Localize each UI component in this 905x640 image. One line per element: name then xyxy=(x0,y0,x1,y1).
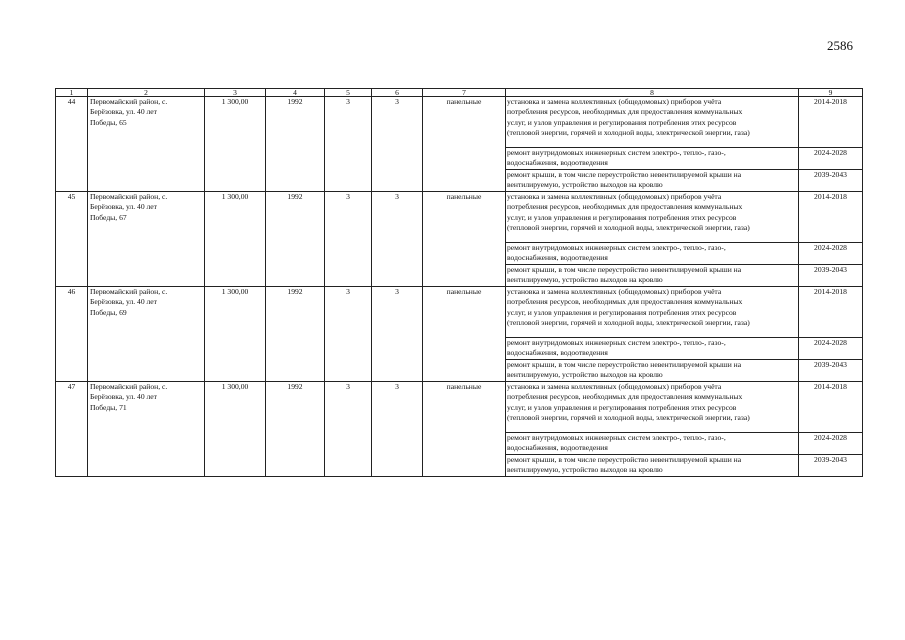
work-period-cell: 2024-2028 xyxy=(799,243,863,265)
work-period-cell: 2039-2043 xyxy=(799,360,863,382)
text-line: потребления ресурсов, необходимых для предоставления коммунальных xyxy=(507,392,743,402)
area-cell: 1 300,00 xyxy=(205,382,266,477)
work-description-cell xyxy=(506,382,799,433)
wall-material-cell: панельные xyxy=(423,287,506,382)
work-period-cell: 2014-2018 xyxy=(799,287,863,338)
text-line: ремонт крыши, в том числе переустройство невентилируемой крыши на xyxy=(507,170,742,179)
row-number: 45 xyxy=(56,192,88,287)
work-description-cell xyxy=(506,455,799,477)
work-description-cell xyxy=(506,97,799,148)
work-period-cell: 2039-2043 xyxy=(799,170,863,192)
header-cell: 3 xyxy=(205,89,266,97)
table-row xyxy=(56,192,863,243)
housing-table xyxy=(55,88,863,477)
header-cell: 5 xyxy=(325,89,372,97)
text-line: (тепловой энергии, горячей и холодной воды, электрической энергии, газа) xyxy=(507,128,750,138)
text-line: вентилируемую, устройство выходов на кровлю xyxy=(507,180,663,190)
text-line: Берёзовка, ул. 40 лет xyxy=(90,392,157,402)
work-description-cell xyxy=(506,192,799,243)
text-line: ремонт внутридомовых инженерных систем электро-, тепло-, газо-, xyxy=(507,243,726,252)
table-row xyxy=(56,382,863,433)
work-description-cell xyxy=(506,433,799,455)
text-line: вентилируемую, устройство выходов на кровлю xyxy=(507,465,663,475)
text-line: ремонт крыши, в том числе переустройство невентилируемой крыши на xyxy=(507,265,742,274)
header-cell: 1 xyxy=(56,89,88,97)
text-line: потребления ресурсов, необходимых для предоставления коммунальных xyxy=(507,202,743,212)
text-line: ремонт крыши, в том числе переустройство невентилируемой крыши на xyxy=(507,360,742,369)
entrances-cell: 3 xyxy=(372,97,423,192)
header-cell: 9 xyxy=(799,89,863,97)
text-line: Победы, 69 xyxy=(90,307,127,317)
header-row xyxy=(56,89,863,97)
text-line: установка и замена коллективных (общедомовых) приборов учёта xyxy=(507,287,722,296)
table-row xyxy=(56,287,863,338)
row-number: 44 xyxy=(56,97,88,192)
text-line: Первомайский район, с. xyxy=(90,382,168,391)
area-cell: 1 300,00 xyxy=(205,97,266,192)
work-description-cell xyxy=(506,338,799,360)
text-line: (тепловой энергии, горячей и холодной воды, электрической энергии, газа) xyxy=(507,318,750,328)
year-cell: 1992 xyxy=(266,192,325,287)
text-line: потребления ресурсов, необходимых для предоставления коммунальных xyxy=(507,297,743,307)
header-cell: 4 xyxy=(266,89,325,97)
area-cell: 1 300,00 xyxy=(205,287,266,382)
text-line: услуг, и узлов управления и регулирования потребления этих ресурсов xyxy=(507,212,737,222)
text-line: Победы, 67 xyxy=(90,212,127,222)
text-line: Берёзовка, ул. 40 лет xyxy=(90,297,157,307)
text-line: Победы, 65 xyxy=(90,117,127,127)
work-description-cell xyxy=(506,170,799,192)
wall-material-cell: панельные xyxy=(423,192,506,287)
work-description-cell xyxy=(506,265,799,287)
address-cell xyxy=(88,382,205,477)
row-number: 47 xyxy=(56,382,88,477)
work-period-cell: 2039-2043 xyxy=(799,455,863,477)
text-line: вентилируемую, устройство выходов на кровлю xyxy=(507,370,663,380)
work-period-cell: 2039-2043 xyxy=(799,265,863,287)
work-period-cell: 2024-2028 xyxy=(799,433,863,455)
text-line: (тепловой энергии, горячей и холодной воды, электрической энергии, газа) xyxy=(507,223,750,233)
text-line: ремонт внутридомовых инженерных систем электро-, тепло-, газо-, xyxy=(507,148,726,157)
floors-cell: 3 xyxy=(325,192,372,287)
year-cell: 1992 xyxy=(266,382,325,477)
work-description-cell xyxy=(506,243,799,265)
work-period-cell: 2014-2018 xyxy=(799,192,863,243)
text-line: услуг, и узлов управления и регулирования потребления этих ресурсов xyxy=(507,307,737,317)
header-cell: 2 xyxy=(88,89,205,97)
text-line: Победы, 71 xyxy=(90,402,127,412)
text-line: установка и замена коллективных (общедомовых) приборов учёта xyxy=(507,382,722,391)
entrances-cell: 3 xyxy=(372,287,423,382)
text-line: Берёзовка, ул. 40 лет xyxy=(90,107,157,117)
year-cell: 1992 xyxy=(266,97,325,192)
address-cell xyxy=(88,192,205,287)
year-cell: 1992 xyxy=(266,287,325,382)
text-line: Первомайский район, с. xyxy=(90,97,168,106)
floors-cell: 3 xyxy=(325,287,372,382)
work-period-cell: 2024-2028 xyxy=(799,148,863,170)
wall-material-cell: панельные xyxy=(423,382,506,477)
text-line: установка и замена коллективных (общедомовых) приборов учёта xyxy=(507,192,722,201)
text-line: услуг, и узлов управления и регулирования потребления этих ресурсов xyxy=(507,117,737,127)
text-line: водоснабжения, водоотведения xyxy=(507,253,608,263)
header-cell: 8 xyxy=(506,89,799,97)
wall-material-cell: панельные xyxy=(423,97,506,192)
text-line: ремонт крыши, в том числе переустройство невентилируемой крыши на xyxy=(507,455,742,464)
header-cell: 7 xyxy=(423,89,506,97)
entrances-cell: 3 xyxy=(372,192,423,287)
text-line: ремонт внутридомовых инженерных систем электро-, тепло-, газо-, xyxy=(507,338,726,347)
floors-cell: 3 xyxy=(325,97,372,192)
work-period-cell: 2014-2018 xyxy=(799,97,863,148)
entrances-cell: 3 xyxy=(372,382,423,477)
floors-cell: 3 xyxy=(325,382,372,477)
work-description-cell xyxy=(506,287,799,338)
text-line: услуг, и узлов управления и регулирования потребления этих ресурсов xyxy=(507,402,737,412)
work-period-cell: 2014-2018 xyxy=(799,382,863,433)
text-line: (тепловой энергии, горячей и холодной воды, электрической энергии, газа) xyxy=(507,413,750,423)
text-line: водоснабжения, водоотведения xyxy=(507,443,608,453)
address-cell xyxy=(88,287,205,382)
text-line: Первомайский район, с. xyxy=(90,192,168,201)
text-line: установка и замена коллективных (общедомовых) приборов учёта xyxy=(507,97,722,106)
page-number: 2586 xyxy=(827,38,853,53)
text-line: вентилируемую, устройство выходов на кровлю xyxy=(507,275,663,285)
text-line: водоснабжения, водоотведения xyxy=(507,348,608,358)
table-row xyxy=(56,97,863,148)
address-cell xyxy=(88,97,205,192)
text-line: ремонт внутридомовых инженерных систем электро-, тепло-, газо-, xyxy=(507,433,726,442)
work-description-cell xyxy=(506,148,799,170)
area-cell: 1 300,00 xyxy=(205,192,266,287)
header-cell: 6 xyxy=(372,89,423,97)
text-line: водоснабжения, водоотведения xyxy=(507,158,608,168)
work-description-cell xyxy=(506,360,799,382)
text-line: Первомайский район, с. xyxy=(90,287,168,296)
text-line: потребления ресурсов, необходимых для предоставления коммунальных xyxy=(507,107,743,117)
text-line: Берёзовка, ул. 40 лет xyxy=(90,202,157,212)
row-number: 46 xyxy=(56,287,88,382)
work-period-cell: 2024-2028 xyxy=(799,338,863,360)
